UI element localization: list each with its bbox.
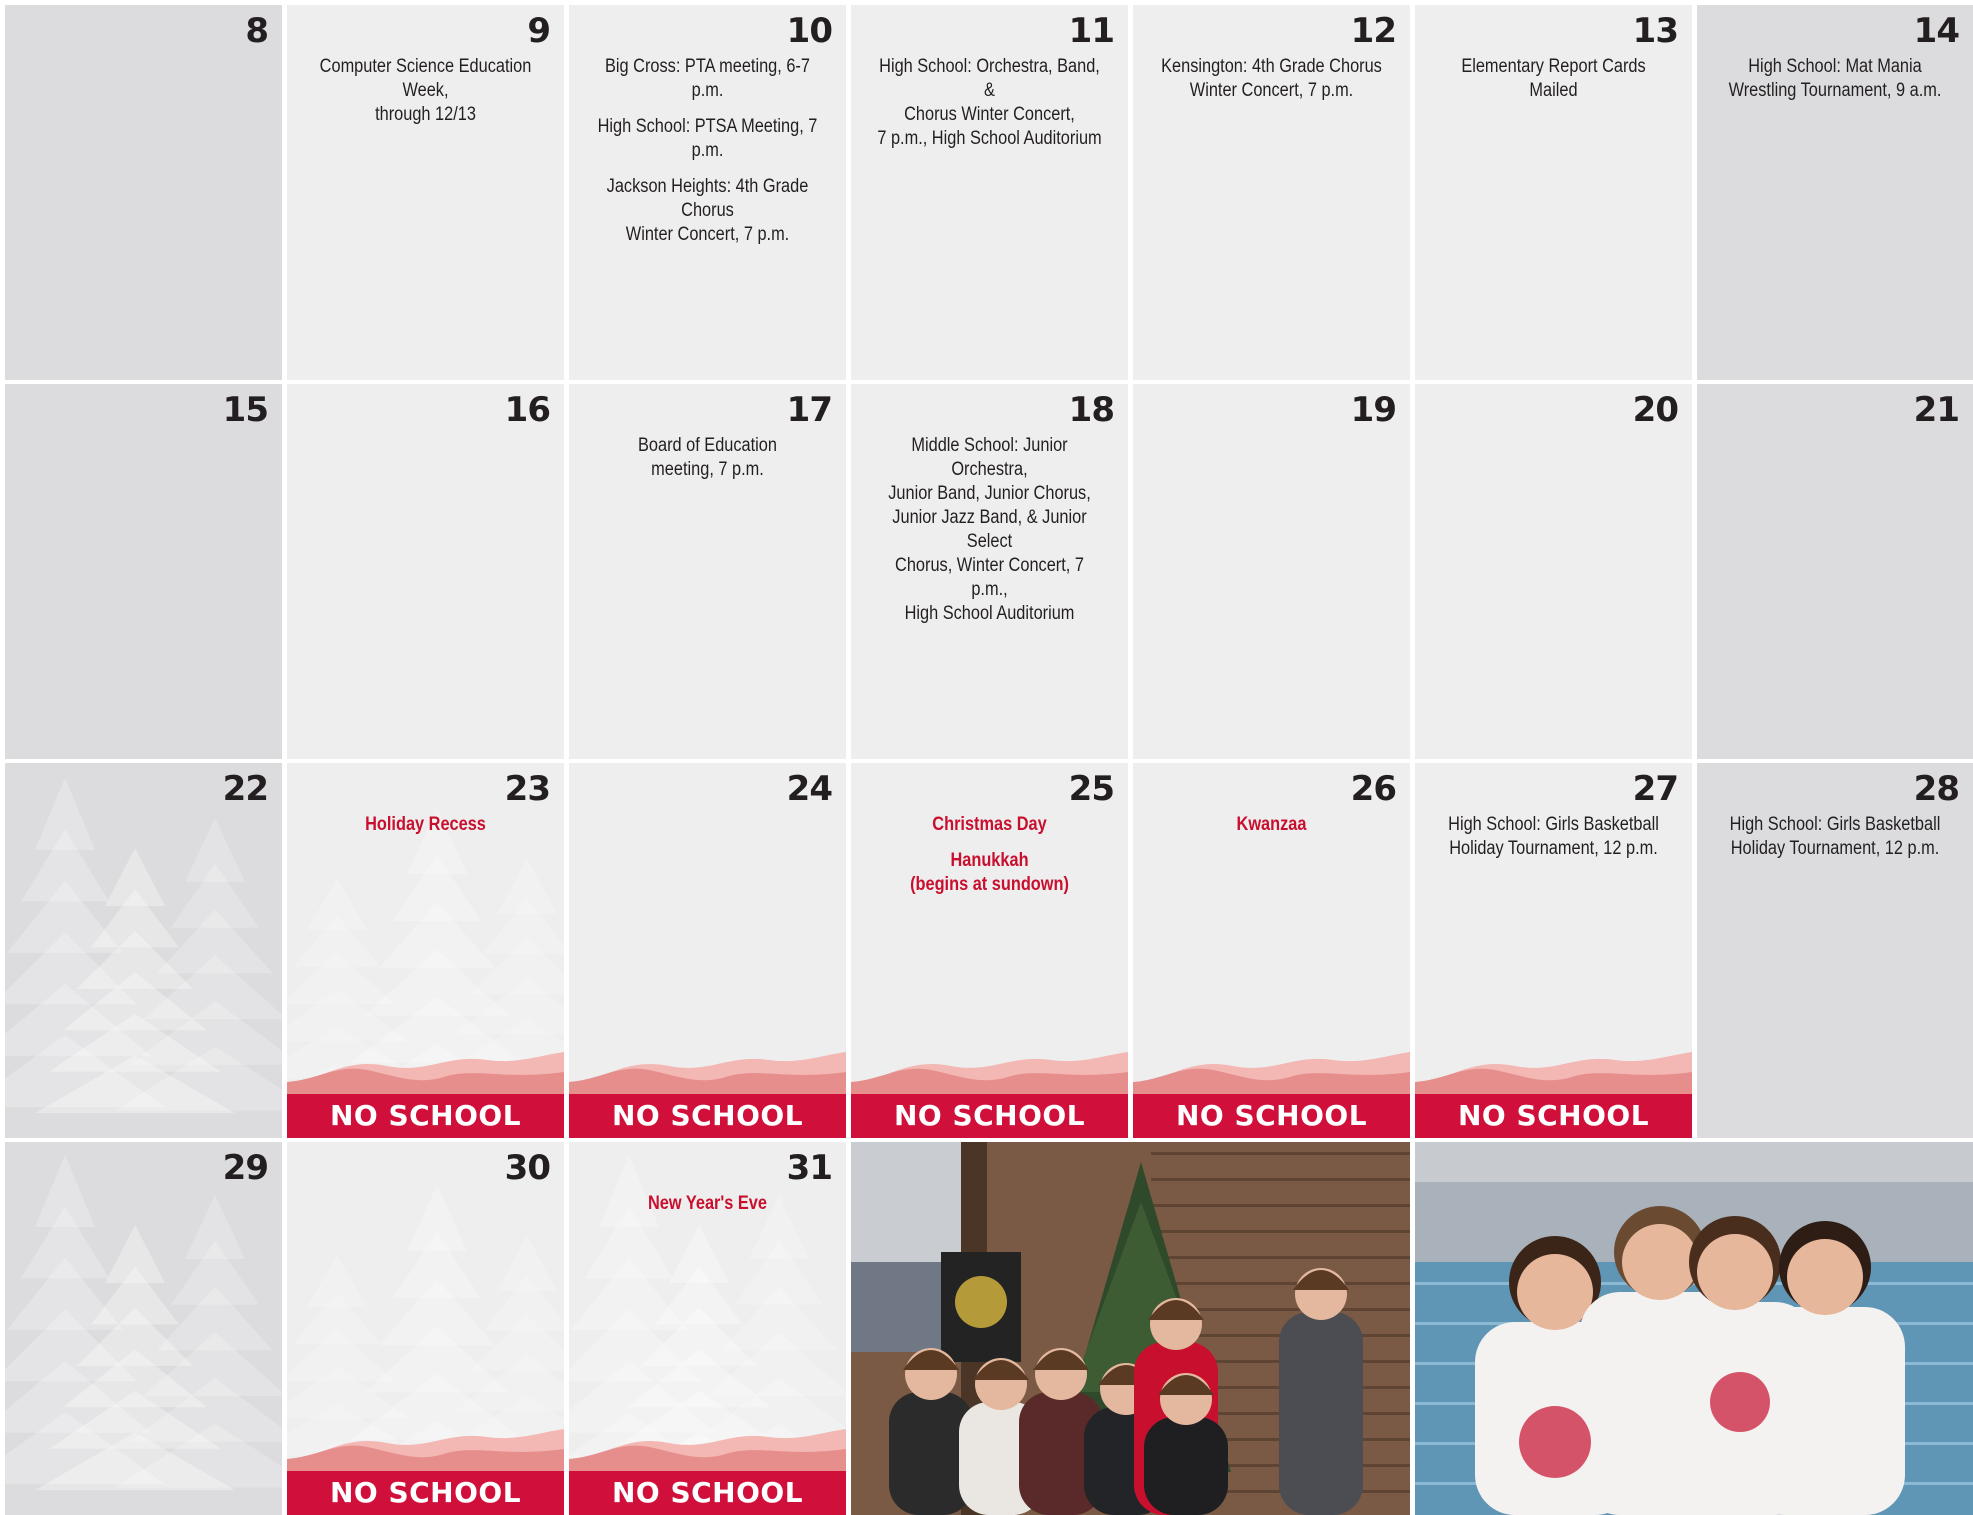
day-number: 31	[786, 1148, 832, 1188]
event-list	[295, 813, 556, 849]
holiday-label: New Year's Eve	[648, 1193, 767, 1214]
day-cell-29	[5, 1142, 282, 1515]
day-number: 8	[245, 11, 268, 51]
event-list	[1141, 813, 1402, 849]
day-cell-23	[287, 763, 564, 1138]
no-school-label: NO SCHOOL	[611, 1476, 804, 1509]
day-cell-8	[5, 5, 282, 380]
event-text: Computer Science Education Week, through 12/13	[319, 56, 532, 125]
day-number: 16	[504, 390, 550, 430]
day-cell-24	[569, 763, 846, 1138]
event-text: High School: PTSA Meeting, 7 p.m.	[597, 116, 818, 161]
day-cell-30	[287, 1142, 564, 1515]
day-number: 27	[1632, 769, 1678, 809]
photo-staff-at-pool	[1415, 1142, 1973, 1515]
day-number: 15	[222, 390, 268, 430]
day-cell-9	[287, 5, 564, 380]
day-number: 24	[786, 769, 832, 809]
day-number: 13	[1632, 11, 1678, 51]
no-school-banner	[287, 1423, 564, 1515]
day-cell-18	[851, 384, 1128, 759]
day-number: 28	[1913, 769, 1959, 809]
event-list	[577, 434, 838, 494]
winter-trees-decoration	[5, 763, 282, 1138]
event-list	[859, 434, 1120, 638]
no-school-label: NO SCHOOL	[611, 1099, 804, 1132]
day-cell-28	[1697, 763, 1973, 1138]
no-school-banner	[1415, 1046, 1692, 1138]
no-school-label: NO SCHOOL	[329, 1476, 522, 1509]
day-number: 9	[527, 11, 550, 51]
day-cell-11	[851, 5, 1128, 380]
day-cell-16	[287, 384, 564, 759]
day-number: 17	[786, 390, 832, 430]
day-number: 10	[786, 11, 832, 51]
event-list	[577, 1192, 838, 1228]
event-list	[1423, 55, 1684, 115]
day-cell-20	[1415, 384, 1692, 759]
day-cell-26	[1133, 763, 1410, 1138]
event-text: Kensington: 4th Grade Chorus Winter Concert, 7 p.m.	[1161, 56, 1382, 101]
no-school-label: NO SCHOOL	[893, 1099, 1086, 1132]
event-list	[859, 55, 1120, 163]
day-number: 12	[1350, 11, 1396, 51]
holiday-label: Kwanzaa	[1236, 814, 1307, 835]
day-number: 29	[222, 1148, 268, 1188]
day-number: 20	[1632, 390, 1678, 430]
no-school-label: NO SCHOOL	[1175, 1099, 1368, 1132]
no-school-banner	[851, 1046, 1128, 1138]
event-list	[295, 55, 556, 139]
day-number: 18	[1068, 390, 1114, 430]
day-cell-27	[1415, 763, 1692, 1138]
holiday-label: Christmas Day	[932, 814, 1047, 835]
event-text: Middle School: Junior Orchestra, Junior Band, Junior Chorus, Junior Jazz Band, & Junior Select Chorus, Winter Concert, 7 p.m., High School Auditorium	[888, 435, 1091, 624]
winter-trees-decoration	[5, 1142, 282, 1515]
day-number: 11	[1068, 11, 1114, 51]
day-number: 19	[1350, 390, 1396, 430]
day-cell-15	[5, 384, 282, 759]
day-number: 26	[1350, 769, 1396, 809]
event-text: Elementary Report Cards Mailed	[1461, 56, 1646, 101]
day-number: 14	[1913, 11, 1959, 51]
day-cell-22	[5, 763, 282, 1138]
holiday-label: Hanukkah (begins at sundown)	[910, 850, 1069, 895]
event-list	[1705, 813, 1965, 873]
day-number: 30	[504, 1148, 550, 1188]
day-cell-10	[569, 5, 846, 380]
no-school-banner	[569, 1423, 846, 1515]
photo-students-christmas-tree	[851, 1142, 1410, 1515]
day-cell-19	[1133, 384, 1410, 759]
day-number: 23	[504, 769, 550, 809]
day-number: 25	[1068, 769, 1114, 809]
event-text: Jackson Heights: 4th Grade Chorus Winter Concert, 7 p.m.	[606, 176, 809, 245]
day-cell-25	[851, 763, 1128, 1138]
no-school-label: NO SCHOOL	[329, 1099, 522, 1132]
event-text: Big Cross: PTA meeting, 6-7 p.m.	[605, 56, 810, 101]
no-school-label: NO SCHOOL	[1457, 1099, 1650, 1132]
event-list	[859, 813, 1120, 909]
event-text: High School: Mat Mania Wrestling Tournament, 9 a.m.	[1728, 56, 1942, 101]
no-school-banner	[569, 1046, 846, 1138]
day-cell-14	[1697, 5, 1973, 380]
day-number: 22	[222, 769, 268, 809]
holiday-label: Holiday Recess	[365, 814, 486, 835]
day-number: 21	[1913, 390, 1959, 430]
day-cell-21	[1697, 384, 1973, 759]
event-text: High School: Girls Basketball Holiday Tournament, 12 p.m.	[1448, 814, 1659, 859]
event-list	[1423, 813, 1684, 873]
event-text: High School: Orchestra, Band, & Chorus Winter Concert, 7 p.m., High School Auditorium	[877, 56, 1102, 149]
event-text: Board of Education meeting, 7 p.m.	[638, 435, 777, 480]
no-school-banner	[287, 1046, 564, 1138]
no-school-banner	[1133, 1046, 1410, 1138]
event-list	[1141, 55, 1402, 115]
day-cell-13	[1415, 5, 1692, 380]
day-cell-17	[569, 384, 846, 759]
day-cell-31	[569, 1142, 846, 1515]
day-cell-12	[1133, 5, 1410, 380]
event-list	[1705, 55, 1965, 115]
event-text: High School: Girls Basketball Holiday Tournament, 12 p.m.	[1729, 814, 1941, 859]
event-list	[577, 55, 838, 259]
